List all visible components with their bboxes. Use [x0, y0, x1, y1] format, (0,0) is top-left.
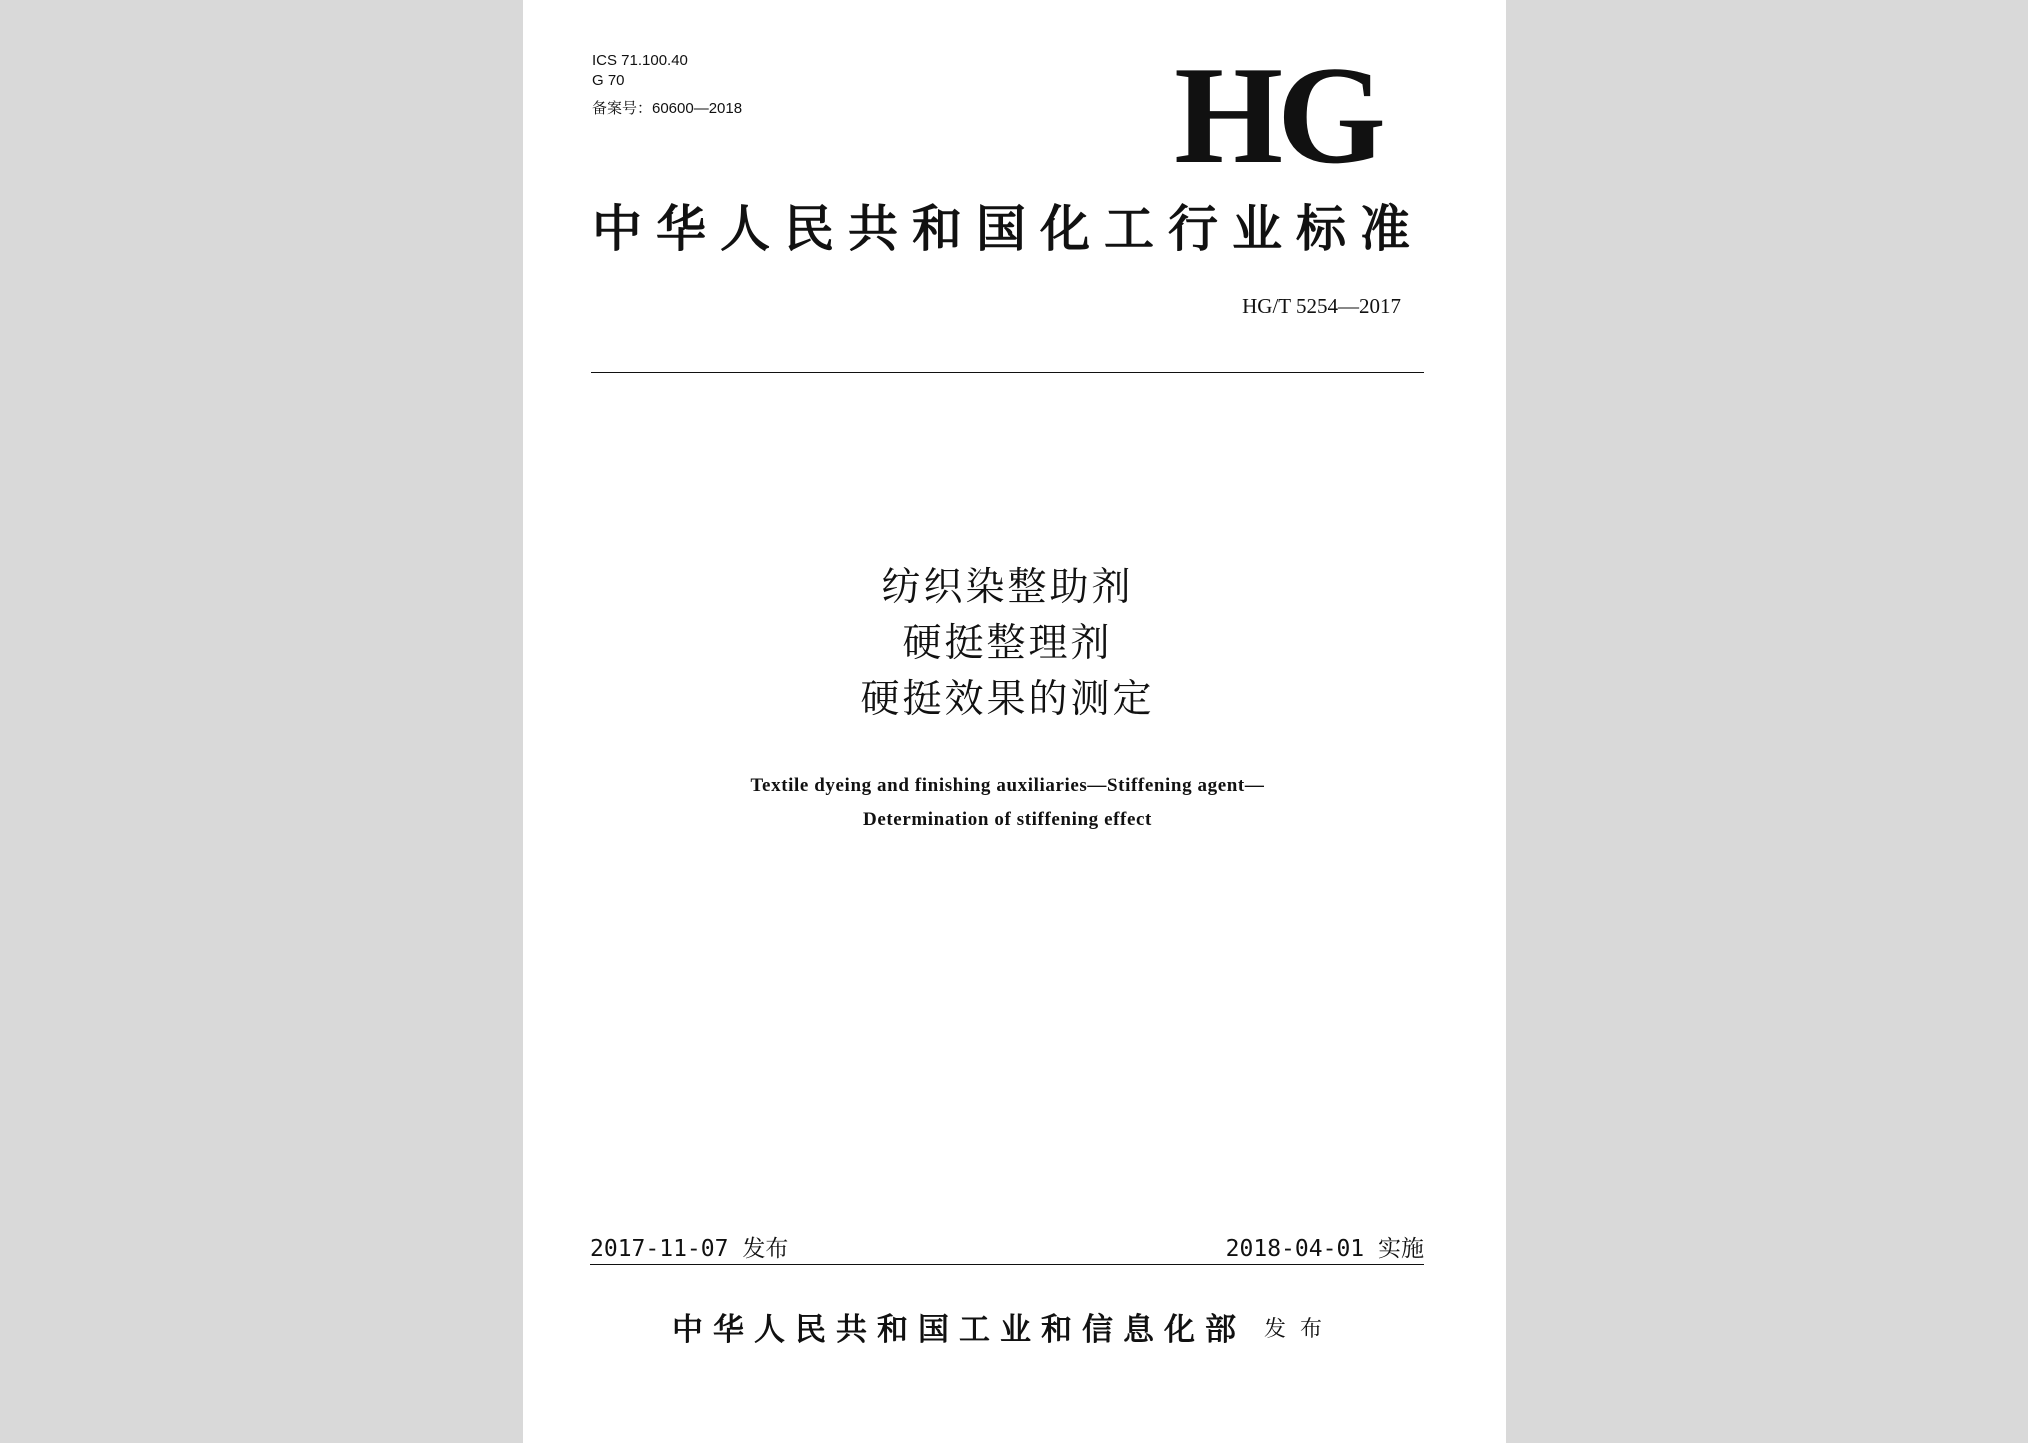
- title-chinese: [591, 560, 1424, 728]
- title-en-line-2: Determination of stiffening effect: [863, 809, 1152, 830]
- title-cn-line-3: 硬挺效果的测定: [860, 677, 1155, 722]
- title-english: [591, 769, 1424, 837]
- title-cn-line-1: 纺织染整助剂: [881, 565, 1134, 610]
- issuer-name: 中华人民共和国工业和信息化部: [672, 1312, 1246, 1348]
- header-divider: [591, 372, 1424, 373]
- standard-type-heading: 中华人民共和国化工行业标准: [592, 199, 1424, 258]
- date-row: [590, 1236, 1424, 1265]
- title-en-line-1: Textile dyeing and finishing auxiliaries—Stiffening agent—: [750, 775, 1265, 796]
- issue-date: 2017-11-07 发布: [590, 1236, 789, 1262]
- standard-logo: HG: [1174, 38, 1380, 193]
- standard-number: HG/T 5254—2017: [1242, 294, 1401, 318]
- filing-number: 备案号：60600—2018: [592, 100, 743, 117]
- issuer-action: 发布: [1264, 1317, 1337, 1342]
- ics-code: ICS 71.100.40: [592, 52, 688, 69]
- issuer-line: [672, 1312, 1336, 1348]
- implementation-date: 2018-04-01 实施: [1225, 1236, 1424, 1262]
- classification-code: G 70: [592, 72, 625, 89]
- title-cn-line-2: 硬挺整理剂: [902, 621, 1113, 666]
